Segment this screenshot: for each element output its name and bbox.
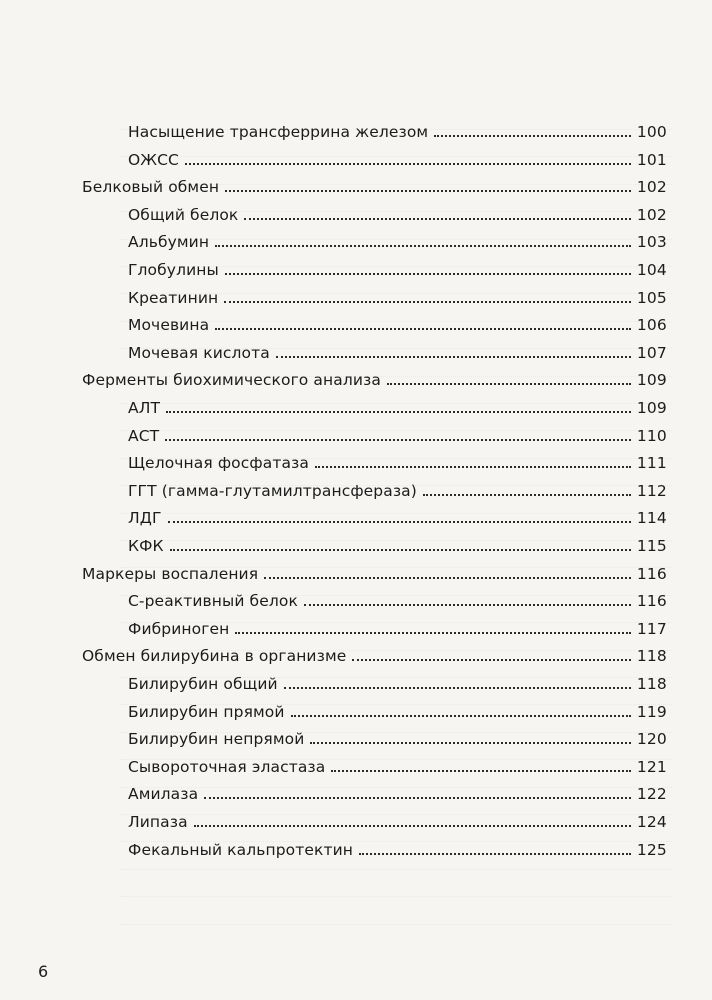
toc-entry-page: 120 [636, 730, 667, 749]
dot-leader [423, 493, 631, 496]
toc-entry-title: КФК [128, 537, 164, 555]
toc-entry-title: ЛДГ [128, 509, 162, 528]
toc-subsection [128, 393, 667, 417]
toc-entry-page: 124 [636, 813, 667, 831]
dot-leader [276, 355, 631, 358]
toc-entry-page: 121 [636, 757, 667, 776]
toc-subsection [128, 586, 667, 610]
toc-subsection [128, 448, 667, 472]
toc-entry-title: Фекальный кальпротектин [128, 840, 353, 859]
toc-entry-page: 112 [636, 481, 667, 500]
toc-entry-page: 110 [636, 426, 667, 445]
toc-entry-title: Мочевина [128, 316, 210, 335]
toc-entry-title: Билирубин прямой [128, 702, 285, 721]
dot-leader [224, 300, 631, 303]
toc-entry-page: 119 [636, 702, 667, 721]
toc-entry-page: 102 [636, 178, 667, 197]
toc-entry-title: Общий белок [128, 205, 239, 224]
toc-entry-title: Обмен билирубина в организме [82, 647, 347, 666]
dot-leader [185, 162, 631, 165]
dot-leader [215, 244, 631, 247]
toc-entry-page: 106 [636, 316, 667, 335]
toc-entry-page: 100 [636, 123, 667, 141]
toc-entry-page: 104 [636, 261, 667, 279]
toc-entry-title: Сывороточная эластаза [128, 757, 326, 776]
dot-leader [194, 824, 631, 827]
toc-subsection [128, 503, 667, 527]
toc-subsection [128, 697, 667, 721]
dot-leader [165, 438, 631, 441]
toc-entry-page: 117 [636, 619, 667, 638]
dot-leader [315, 465, 631, 468]
toc-entry-page: 107 [636, 343, 667, 362]
dot-leader [168, 520, 631, 523]
dot-leader [310, 741, 630, 744]
toc-subsection [128, 283, 667, 307]
toc-entry-page: 111 [636, 454, 667, 473]
dot-leader [264, 576, 631, 579]
toc-subsection [128, 255, 667, 279]
toc-subsection [128, 724, 667, 748]
toc-entry-title: Фибриноген [128, 619, 230, 638]
toc-entry-title: Щелочная фосфатаза [128, 454, 309, 473]
toc-entry-page: 103 [636, 233, 667, 252]
toc-entry-title: Ферменты биохимического анализа [82, 371, 381, 390]
toc-entry-page: 122 [636, 785, 667, 804]
toc-entry-page: 115 [636, 537, 667, 555]
toc-entry-page: 114 [636, 509, 667, 528]
toc-entry-title: Маркеры воспаления [82, 564, 259, 583]
toc-entry-page: 102 [636, 205, 667, 224]
toc-entry-page: 118 [636, 675, 667, 693]
toc-section [82, 365, 667, 389]
dot-leader [331, 769, 630, 772]
dot-leader [244, 217, 630, 220]
dot-leader [304, 603, 631, 606]
toc-section [82, 172, 667, 196]
toc-entry-page: 105 [636, 288, 667, 307]
toc-subsection [128, 807, 667, 831]
dot-leader [434, 134, 631, 137]
toc-entry-title: Билирубин непрямой [128, 730, 305, 749]
toc-entry-title: ГГТ (гамма-глутамилтрансфераза) [128, 481, 417, 500]
toc-entry-title: ОЖСС [128, 150, 179, 169]
toc-entry-page: 125 [636, 840, 667, 859]
toc-subsection [128, 614, 667, 638]
toc-subsection [128, 310, 667, 334]
toc-entry-page: 116 [636, 592, 667, 611]
toc-subsection [128, 421, 667, 445]
toc-entry-title: Мочевая кислота [128, 343, 270, 362]
toc-entry-title: Липаза [128, 813, 188, 831]
toc-section [82, 559, 667, 583]
toc-section [82, 641, 667, 665]
toc-subsection [128, 779, 667, 803]
toc-entry-page: 118 [636, 647, 667, 666]
toc-entry-title: АСТ [128, 426, 160, 445]
toc-entry-page: 109 [636, 399, 667, 417]
dot-leader [170, 548, 631, 551]
dot-leader [204, 796, 631, 799]
toc-entry-title: Альбумин [128, 233, 210, 252]
toc-subsection [128, 476, 667, 500]
toc-subsection [128, 835, 667, 859]
toc-entry-title: Креатинин [128, 288, 219, 307]
toc-subsection [128, 531, 667, 555]
page-number: 6 [38, 962, 49, 981]
toc-subsection [128, 669, 667, 693]
toc-entry-title: Амилаза [128, 785, 199, 804]
toc-entry-title: АЛТ [128, 399, 161, 417]
toc-entry-page: 109 [636, 371, 667, 390]
dot-leader [352, 658, 630, 661]
dot-leader [291, 714, 631, 717]
toc-subsection [128, 200, 667, 224]
toc-entry-title: Глобулины [128, 261, 219, 279]
toc-entry-title: С-реактивный белок [128, 592, 298, 611]
toc-entry-page: 116 [636, 564, 667, 583]
dot-leader [215, 327, 631, 330]
toc-entry-title: Насыщение трансферрина железом [128, 123, 429, 141]
toc-subsection [128, 338, 667, 362]
toc-subsection [128, 145, 667, 169]
dot-leader [225, 272, 631, 275]
dot-leader [225, 189, 631, 192]
toc-subsection [128, 752, 667, 776]
dot-leader [235, 631, 630, 634]
dot-leader [387, 382, 631, 385]
toc-entry-page: 101 [636, 150, 667, 169]
dot-leader [284, 686, 631, 689]
dot-leader [359, 852, 631, 855]
toc-subsection [128, 117, 667, 141]
toc-subsection [128, 227, 667, 251]
toc-entry-title: Билирубин общий [128, 675, 278, 693]
toc-entry-title: Белковый обмен [82, 178, 220, 197]
dot-leader [166, 410, 631, 413]
